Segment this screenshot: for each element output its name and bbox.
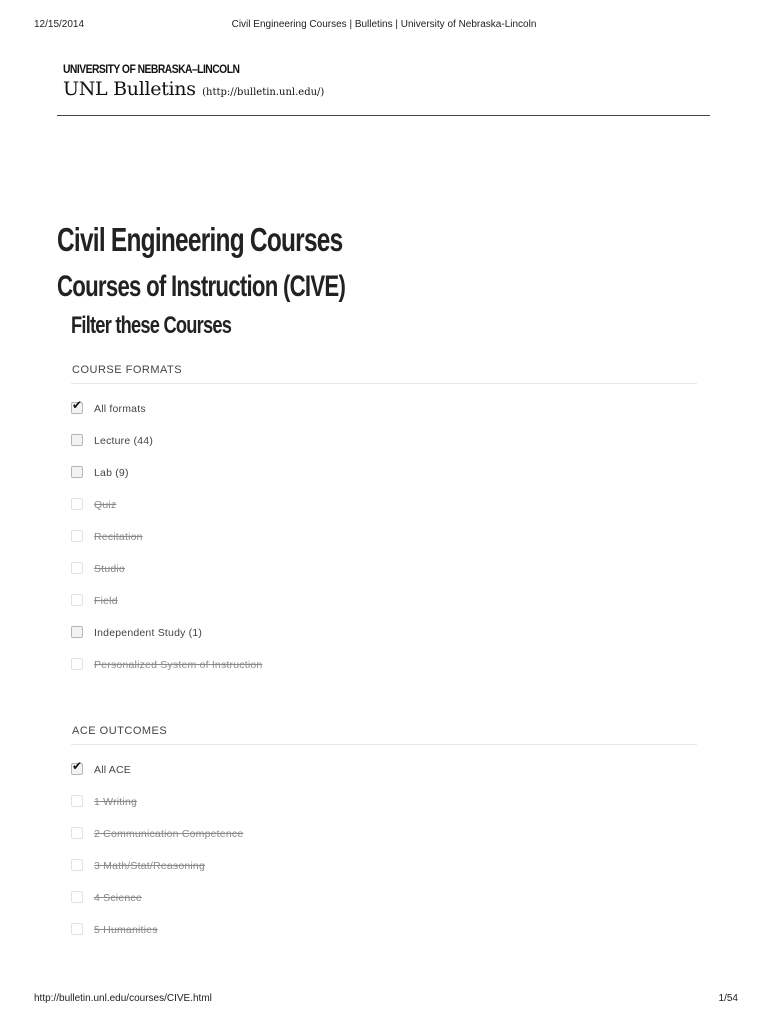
- ace-outcome-checkbox: [71, 859, 83, 871]
- ace-outcome-checkbox: [71, 795, 83, 807]
- course-format-option-label: Field: [94, 595, 118, 607]
- course-format-checkbox: [71, 530, 83, 542]
- course-format-option-label: Studio: [94, 563, 125, 575]
- page-subtitle: Courses of Instruction (CIVE): [57, 270, 346, 303]
- course-format-option-label[interactable]: Lab (9): [94, 467, 129, 479]
- site-url: (http://bulletin.unl.edu/): [202, 87, 325, 98]
- course-format-option-label: Quiz: [94, 499, 117, 511]
- site-branding: [63, 78, 324, 100]
- site-title-link[interactable]: UNL Bulletins: [63, 78, 196, 100]
- course-formats-heading: COURSE FORMATS: [72, 364, 183, 376]
- ace-outcome-option-label: 2 Communication Competence: [94, 828, 244, 840]
- ace-outcome-checkbox: [71, 891, 83, 903]
- course-format-checkbox: [71, 658, 83, 670]
- ace-outcome-option-label: 4 Science: [94, 892, 142, 904]
- print-page-title: Civil Engineering Courses | Bulletins | University of Nebraska-Lincoln: [231, 19, 537, 30]
- course-format-option-label: Personalized System of Instruction: [94, 659, 263, 671]
- header-divider: [57, 115, 710, 116]
- course-format-checkbox: [71, 498, 83, 510]
- ace-outcome-option-label: 1 Writing: [94, 796, 138, 808]
- course-format-checkbox[interactable]: [71, 398, 83, 414]
- checkmark-icon: ✔: [72, 398, 83, 412]
- course-format-checkbox: [71, 562, 83, 574]
- course-format-option-label: Recitation: [94, 531, 143, 543]
- ace-outcome-checkbox: [71, 827, 83, 839]
- ace-outcome-option-label[interactable]: All ACE: [94, 764, 131, 776]
- filter-heading: Filter these Courses: [71, 312, 232, 339]
- print-page-number: 1/54: [718, 993, 738, 1004]
- checkmark-icon: ✔: [72, 759, 83, 773]
- ace-outcome-option-label: 5 Humanities: [94, 924, 158, 936]
- page-title: Civil Engineering Courses: [57, 221, 343, 258]
- course-format-checkbox: [71, 594, 83, 606]
- university-wordmark[interactable]: UNIVERSITY OF NEBRASKA–LINCOLN: [63, 62, 240, 76]
- course-format-option-label[interactable]: All formats: [94, 403, 146, 415]
- ace-outcome-checkbox: [71, 923, 83, 935]
- print-date: 12/15/2014: [34, 19, 85, 30]
- ace-outcome-checkbox[interactable]: [71, 759, 83, 775]
- course-format-checkbox[interactable]: [71, 434, 83, 446]
- course-format-checkbox[interactable]: [71, 626, 83, 638]
- course-format-checkbox[interactable]: [71, 466, 83, 478]
- ace-outcomes-divider: [71, 744, 697, 745]
- ace-outcome-option-label: 3 Math/Stat/Reasoning: [94, 860, 206, 872]
- ace-outcomes-heading: ACE OUTCOMES: [72, 725, 168, 737]
- course-format-option-label[interactable]: Lecture (44): [94, 435, 154, 447]
- print-url: http://bulletin.unl.edu/courses/CIVE.html: [34, 993, 212, 1004]
- course-formats-divider: [71, 383, 697, 384]
- course-format-option-label[interactable]: Independent Study (1): [94, 627, 203, 639]
